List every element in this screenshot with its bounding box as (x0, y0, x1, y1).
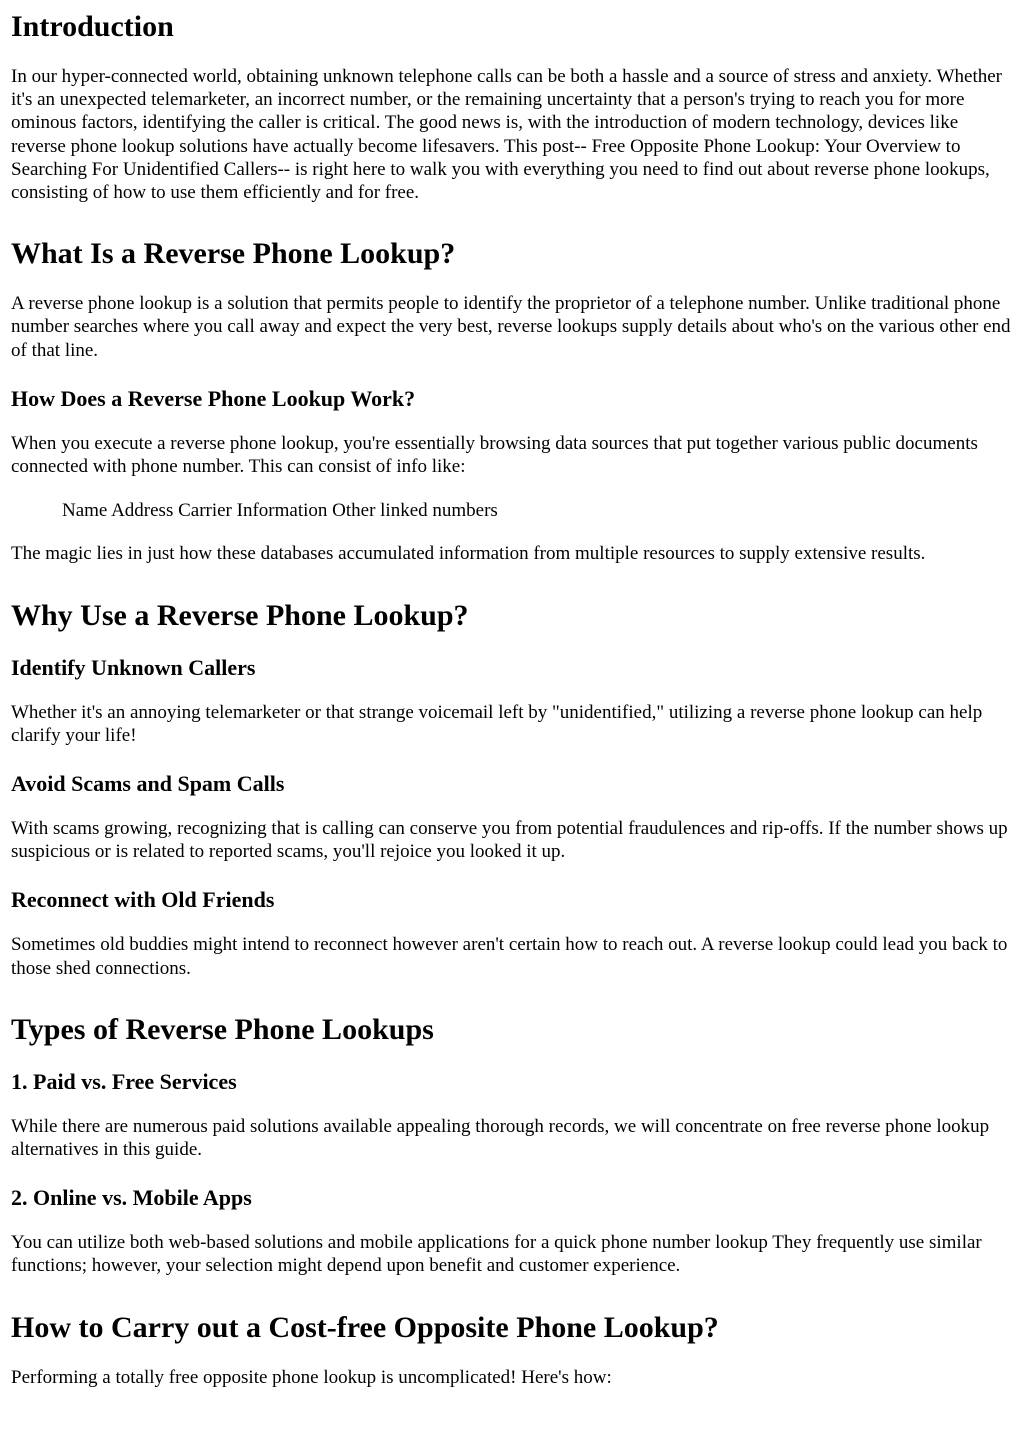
online-paragraph: You can utilize both web-based solutions and mobile applications for a quick phone number lookup They frequently use similar functions; however, your selection might depend upon benefit and customer experience. (11, 1232, 982, 1277)
heading-why-use: Why Use a Reverse Phone Lookup? (11, 598, 469, 632)
magic-paragraph: The magic lies in just how these databases accumulated information from multiple resources to supply extensive results. (11, 543, 926, 565)
how-work-paragraph: When you execute a reverse phone lookup, you're essentially browsing data sources that put together various public documents connected with phone number. This can consist of info like: (11, 432, 978, 478)
heading-types: Types of Reverse Phone Lookups (11, 1012, 434, 1046)
heading-how-does-it-work: How Does a Reverse Phone Lookup Work? (11, 385, 416, 411)
info-list: Name Address Carrier Information Other linked numbers (62, 500, 498, 522)
article (0, 10, 1024, 1389)
identify-paragraph: Whether it's an annoying telemarketer or that strange voicemail left by "unidentified," utilizing a reverse phone lookup can help clarify your life! (11, 701, 983, 746)
paid-paragraph: While there are numerous paid solutions available appealing thorough records, we will concentrate on free reverse phone lookup alternatives in this guide. (11, 1115, 990, 1161)
heading-identify-unknown-callers: Identify Unknown Callers (11, 654, 256, 680)
intro-paragraph: In our hyper-connected world, obtaining unknown telephone calls can be both a hassle and a source of stress and anxiety. Whether it's an unexpected telemarketer, an incorrect number, or the remaining uncertainty that a person's trying to reach you for more ominous factors, identifying the caller is critical. The good news is, with the introduction of modern technology, devices like reverse phone lookup solutions have actually become lifesavers. This post-- Free Opposite Phone Lookup: Your Overview to Searching For Unidentified Callers-- is right here to walk you with everything you need to find out about reverse phone lookups, consisting of how to use them efficiently and for free. (11, 66, 1002, 204)
heading-introduction: Introduction (11, 10, 174, 43)
heading-reconnect: Reconnect with Old Friends (11, 887, 275, 913)
reconnect-paragraph: Sometimes old buddies might intend to reconnect however aren't certain how to reach out. A reverse lookup could lead you back to those shed connections. (11, 934, 1008, 979)
avoid-paragraph: With scams growing, recognizing that is calling can conserve you from potential fraudulences and rip-offs. If the number shows up suspicious or is related to reported scams, you'll rejoice you looked it up. (11, 818, 1008, 863)
heading-paid-vs-free: 1. Paid vs. Free Services (11, 1068, 237, 1094)
heading-avoid-scams: Avoid Scams and Spam Calls (11, 771, 285, 797)
how-to-paragraph: Performing a totally free opposite phone lookup is uncomplicated! Here's how: (11, 1366, 612, 1388)
what-is-paragraph: A reverse phone lookup is a solution that permits people to identify the proprietor of a telephone number. Unlike traditional phone number searches where you call away and expect the very best, reverse lookups supply details about who's on the various other end of that line. (11, 293, 1011, 361)
heading-what-is-reverse-lookup: What Is a Reverse Phone Lookup? (11, 237, 456, 271)
heading-how-to: How to Carry out a Cost-free Opposite Phone Lookup? (11, 1310, 719, 1344)
heading-online-vs-mobile: 2. Online vs. Mobile Apps (11, 1185, 252, 1211)
